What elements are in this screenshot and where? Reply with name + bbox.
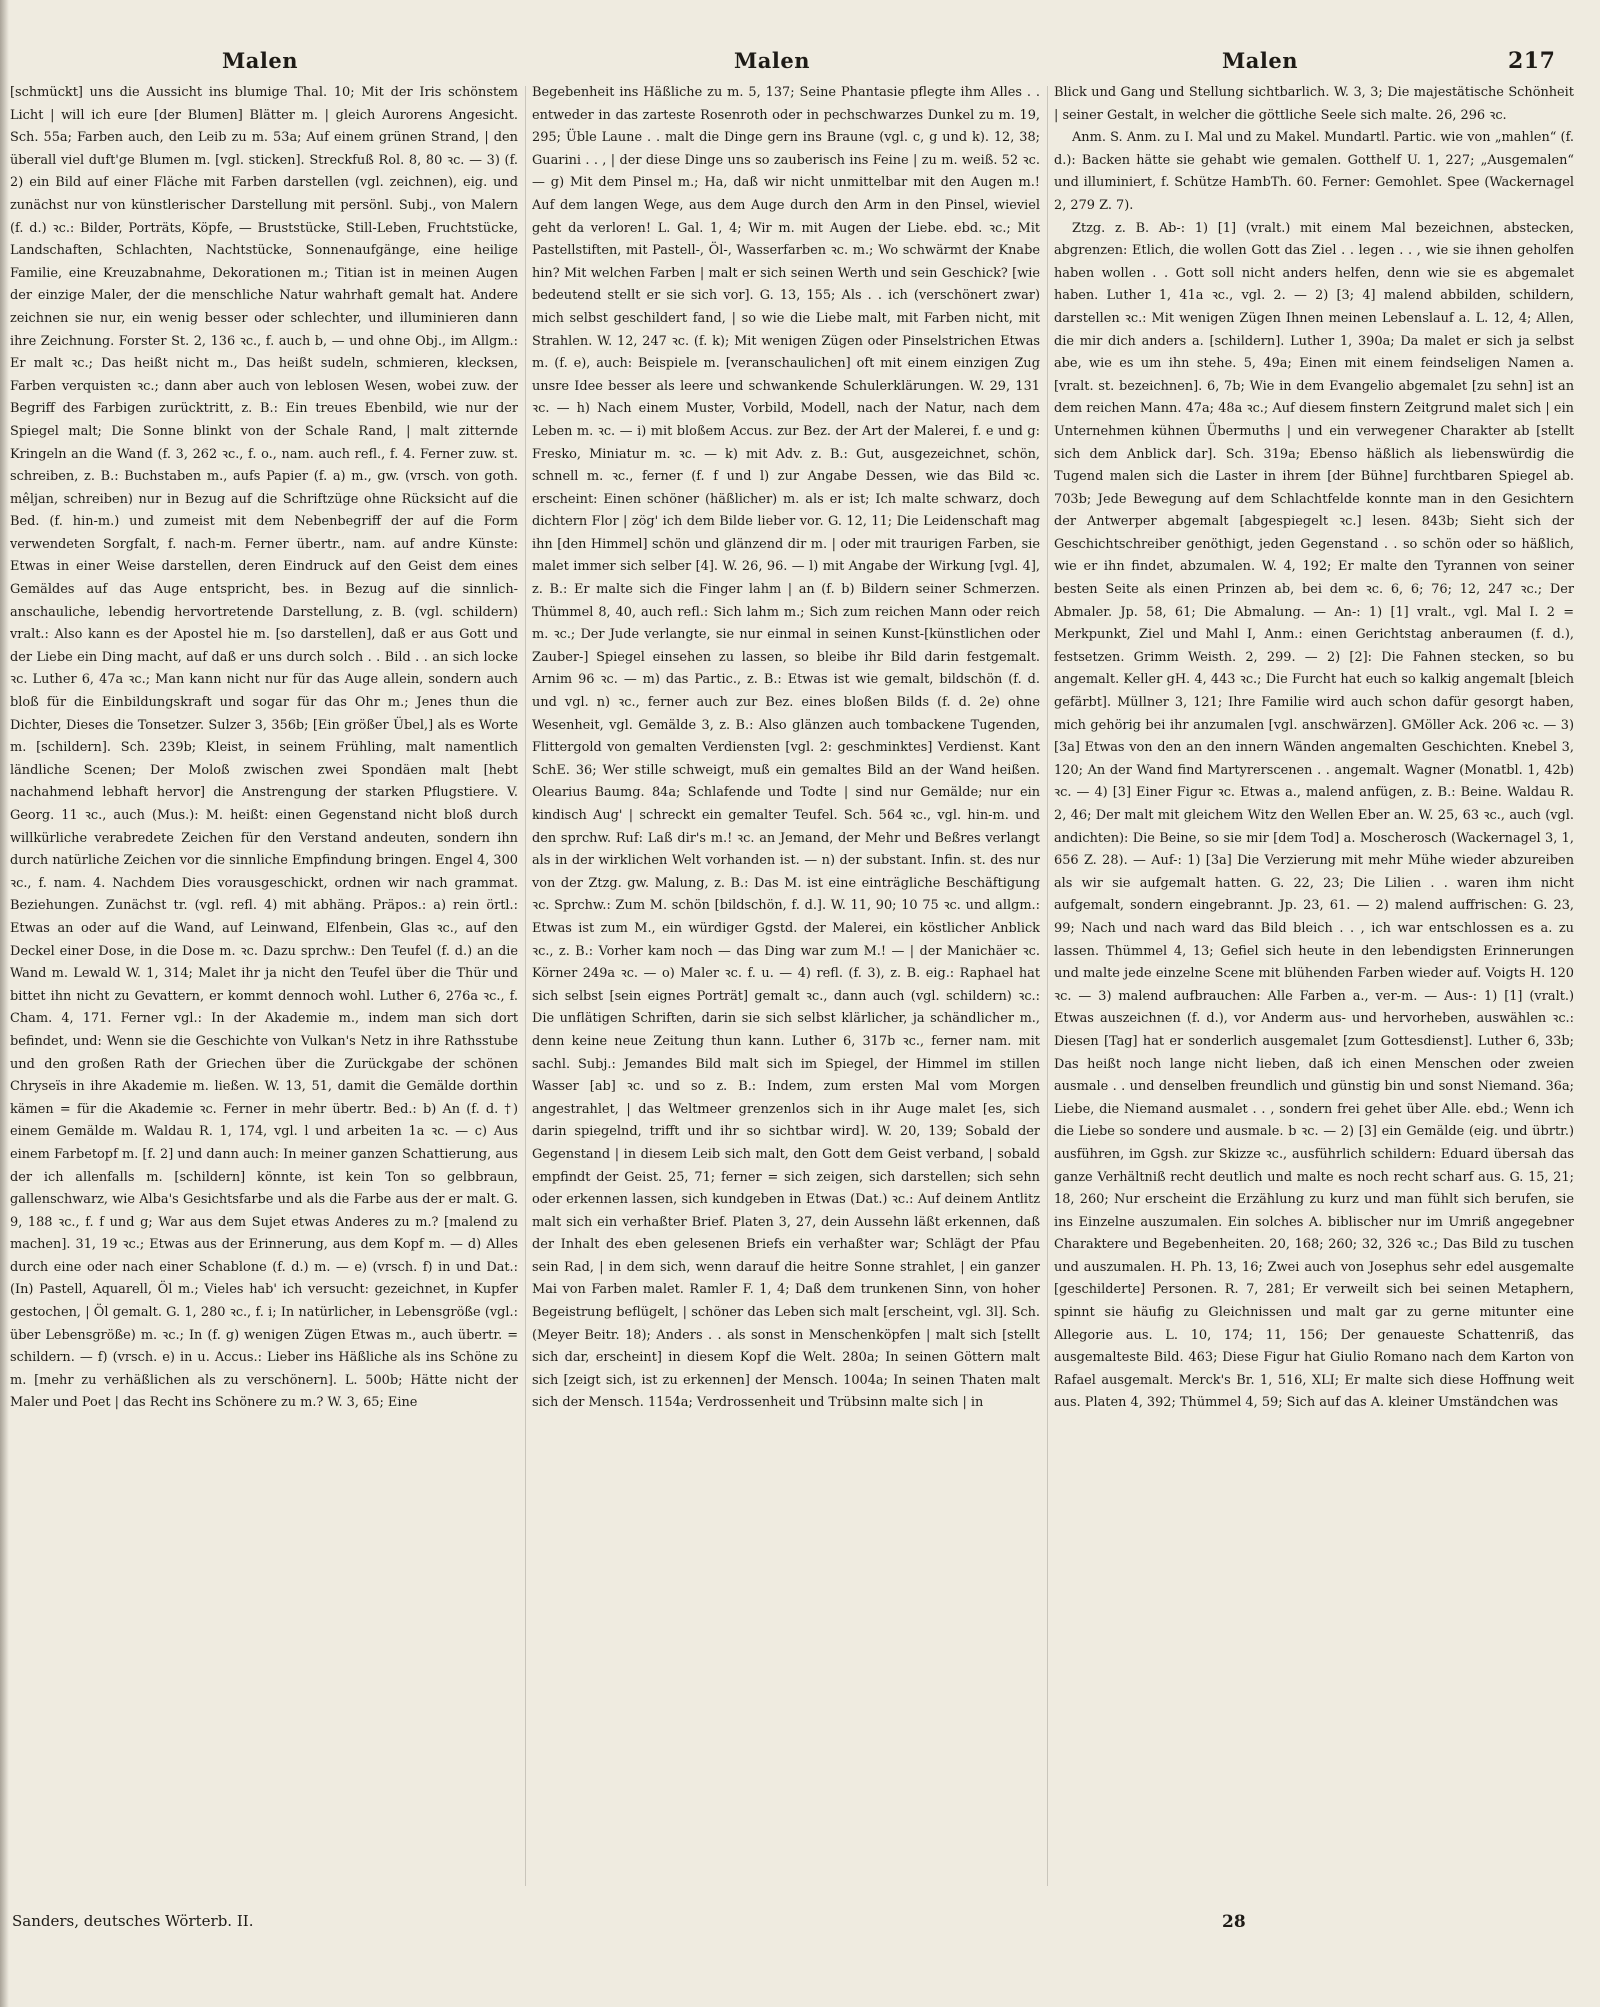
column-3 (1054, 82, 1574, 1902)
footer-source: Sanders, deutsches Wörterb. II. (12, 1912, 254, 1930)
column-3-paragraph-2: Anm. S. Anm. zu I. Mal und zu Makel. Mundartl. Partic. wie von „mahlen“ (f. d.): Backen hätte sie gehabt wie gemalen. Gotthelf U. 1, 227; „Ausgemalen“ und illuminiert, f. Schütze HambTh. 60. Ferner: Gemohlet. Spee (Wackernagel 2, 279 Z. 7). (1054, 130, 1574, 213)
text-columns (10, 82, 1595, 1902)
footer-signature: 28 (1222, 1912, 1246, 1932)
column-2-paragraph-1: Begebenheit ins Häßliche zu m. 5, 137; Seine Phantasie pflegte ihm Alles . . entweder in das zarteste Rosenroth oder in pechschwarzes Dunkel zu m. 19, 295; Üble Laune . . malt die Dinge gern ins Braune (vgl. c, g und k). 12, 38; Guarini . . , | der diese Dinge uns so zauberisch ins Feine | zu m. weiß. 52 ꝛc. — g) Mit dem Pinsel m.; Ha, daß wir nicht unmittelbar mit den Augen m.! Auf dem langen Wege, aus dem Auge durch den Arm in den Pinsel, wieviel geht da verloren! L. Gal. 1, 4; Wir m. mit Augen der Liebe. ebd. ꝛc.; Mit Pastellstiften, mit Pastell-, Öl-, Wasserfarben ꝛc. m.; Wo schwärmt der Knabe hin? Mit welchen Farben | malt er sich seinen Werth und sein Geschick? [wie bedeutend stellt er sie sich vor]. G. 13, 155; Als . . ich (verschönert zwar) mich selbst geschildert fand, | so wie die Liebe malt, mit Farben nicht, mit Strahlen. W. 12, 247 ꝛc. (f. k); Mit wenigen Zügen oder Pinselstrichen Etwas m. (f. e), auch: Beispiele m. [veranschaulichen] oft mit einem einzigen Zug unsre Idee besser als leere und schwankende Schulerklärungen. W. 29, 131 ꝛc. — h) Nach einem Muster, Vorbild, Modell, nach der Natur, nach dem Leben m. ꝛc. — i) mit bloßem Accus. zur Bez. der Art der Malerei, f. e und g: Fresko, Miniatur m. ꝛc. — k) mit Adv. z. B.: Gut, ausgezeichnet, schön, schnell m. ꝛc., ferner (f. f und l) zur Angabe Dessen, wie das Bild ꝛc. erscheint: Einen schöner (häßlicher) m. als er ist; Ich malte schwarz, doch dichtern Flor | zög' ich dem Bilde lieber vor. G. 12, 11; Die Leidenschaft mag ihn [den Himmel] schön und glänzend dir m. | oder mit traurigen Farben, sie malet immer sich selber [4]. W. 26, 96. — l) mit Angabe der Wirkung [vgl. 4], z. B.: Er malte sich die Finger lahm | an (f. b) Bildern seiner Schmerzen. Thümmel 8, 40, auch refl.: Sich lahm m.; Sich zum reichen Mann oder reich m. ꝛc.; Der Jude verlangte, sie nur einmal in seinen Kunst-[künstlichen oder Zauber-] Spiegel einsehen zu lassen, so bleibe ihr Bild darin festgemalt. Arnim 96 ꝛc. — m) das Partic., z. B.: Etwas ist wie gemalt, bildschön (f. d. und vgl. n) ꝛc., ferner auch zur Bez. eines bloßen Bilds (f. d. 2e) ohne Wesenheit, vgl. Gemälde 3, z. B.: Also glänzen auch tombackene Tugenden, Flittergold von gemalten Verdiensten [vgl. 2: geschminktes] Verdienst. Kant SchE. 36; Wer stille schweigt, muß ein gemaltes Bild an der Wand heißen. Olearius Baumg. 84a; Schlafende und Todte | sind nur Gemälde; nur ein kindisch Aug' | schreckt ein gemalter Teufel. Sch. 564 ꝛc., vgl. hin-m. und den sprchw. Ruf: Laß dir's m.! ꝛc. an Jemand, der Mehr und Beßres verlangt als in der wirklichen Welt vorhanden ist. — n) der substant. Infin. st. des nur von der Ztzg. gw. Malung, z. B.: Das M. ist eine einträgliche Beschäftigung ꝛc. Sprchw.: Zum M. schön [bildschön, f. d.]. W. 11, 90; 10 75 ꝛc. und allgm.: Etwas ist zum M., ein würdiger Ggstd. der Malerei, ein köstlicher Anblick ꝛc., z. B.: Vorher kam noch — das Ding war zum M.! — | der Manichäer ꝛc. Körner 249a ꝛc. — o) Maler ꝛc. f. u. — 4) refl. (f. 3), z. B. eig.: Raphael hat sich selbst [sein eignes Porträt] gemalt ꝛc., dann auch (vgl. schildern) ꝛc.: Die unflätigen Schriften, darin sie sich selbst klärlicher, ja schändlicher m., denn keine neue Zeitung thun kann. Luther 6, 317b ꝛc., ferner nam. mit sachl. Subj.: Jemandes Bild malt sich im Spiegel, der Himmel im stillen Wasser [ab] ꝛc. und so z. B.: Indem, zum ersten Mal vom Morgen angestrahlet, | das Weltmeer grenzenlos sich in ihr Auge malet [es, sich darin spiegelnd, trifft und ihr so sichtbar wird]. W. 20, 139; Sobald der Gegenstand | in diesem Leib sich malt, den Gott dem Geist verband, | sobald empfindt der Geist. 25, 71; ferner = sich zeigen, sich darstellen; sich sehn oder erkennen lassen, sich kundgeben in Etwas (Dat.) ꝛc.: Auf deinem Antlitz malt sich ein verhaßter Brief. Platen 3, 27, dein Aussehn läßt erkennen, daß der Inhalt des eben gelesenen Briefs ein verhaßter war; Schlägt der Pfau sein Rad, | in dem sich, wenn darauf die heitre Sonne strahlet, | ein ganzer Mai von Farben malet. Ramler F. 1, 4; Daß dem trunkenen Sinn, von hoher Begeistrung beflügelt, | schöner das Leben sich malt [erscheint, vgl. 3l]. Sch. (Meyer Beitr. 18); Anders . . als sonst in Menschenköpfen | malt sich [stellt sich dar, erscheint] in diesem Kopf die Welt. 280a; In seinen Göttern malt sich [zeigt sich, ist zu erkennen] der Mensch. 1004a; In seinen Thaten malt sich der Mensch. 1154a; Verdrossenheit und Trübsinn malte sich | in (532, 85, 1040, 1411)
header-right-keyword: Malen (1222, 48, 1298, 73)
header-center-keyword: Malen (734, 48, 810, 73)
running-head (0, 48, 1600, 82)
column-3-paragraph-3: Ztzg. z. B. Ab-: 1) [1] (vralt.) mit einem Mal bezeichnen, abstecken, abgrenzen: Etlich, die wollen Gott das Ziel . . legen . . , wie sie ihnen geholfen haben wollen . . Gott soll nicht anders helfen, denn wie sie es abgemalet haben. Luther 1, 41a ꝛc., vgl. 2. — 2) [3; 4] malend abbilden, schildern, darstellen ꝛc.: Mit wenigen Zügen Ihnen meinen Lebenslauf a. L. 12, 4; Allen, die mir dich anders a. [schildern]. Luther 1, 390a; Da malet er sich ja selbst abe, wie es um ihn stehe. 5, 49a; Einen mit einem feindseligen Namen a. [vralt. st. bezeichnen]. 6, 7b; Wie in dem Evangelio abgemalet [zu sehn] ist an dem reichen Mann. 47a; 48a ꝛc.; Auf diesem finstern Zeitgrund malet sich | ein Unternehmen kühnen Übermuths | und ein verwegener Charakter ab [stellt sich dem Anblick dar]. Sch. 319a; Ebenso häßlich als liebenswürdig die Tugend malen sich die Laster in ihrem [der Bühne] furchtbaren Spiegel ab. 703b; Jede Bewegung auf dem Schlachtfelde konnte man in den Gesichtern der Antwerper abgemalt [abgespiegelt ꝛc.] lesen. 843b; Sieht sich der Geschichtschreiber genöthigt, jeden Gegenstand . . so schön oder so häßlich, wie er ihn findet, abzumalen. W. 4, 192; Er malte den Tyrannen von seiner besten Seite als einen Prinzen ab, bei dem ꝛc. 6, 6; 76; 12, 247 ꝛc.; Der Abmaler. Jp. 58, 61; Die Abmalung. — An-: 1) [1] vralt., vgl. Mal I. 2 = Merkpunkt, Ziel und Mahl I, Anm.: einen Gerichtstag anberaumen (f. d.), festsetzen. Grimm Weisth. 2, 299. — 2) [2]: Die Fahnen stecken, so bu angemalt. Keller gH. 4, 443 ꝛc.; Die Furcht hat euch so kalkig angemalt [bleich gefärbt]. Müllner 3, 121; Ihre Familie wird auch schon dafür gesorgt haben, mich gehörig bei ihr anzumalen [vgl. anschwärzen]. GMöller Ack. 206 ꝛc. — 3) [3a] Etwas von den an den innern Wänden angemalten Geschichten. Knebel 3, 120; An der Wand find Martyrerscenen . . angemalt. Wagner (Monatbl. 1, 42b) ꝛc. — 4) [3] Einer Figur ꝛc. Etwas a., malend anfügen, z. B.: Beine. Waldau R. 2, 46; Der malt mit gleichem Witz den Wellen Eber an. W. 25, 63 ꝛc., auch (vgl. andichten): Die Beine, so sie mir [dem Tod] a. Moscherosch (Wackernagel 3, 1, 656 Z. 28). — Auf-: 1) [3a] Die Verzierung mit mehr Mühe wieder abzureiben als wir sie aufgemalt hatten. G. 22, 23; Die Lilien . . waren ihm nicht aufgemalt, sondern eingebrannt. Jp. 23, 61. — 2) malend auffrischen: G. 23, 99; Nach und nach ward das Bild bleich . . , ich war entschlossen es a. zu lassen. Thümmel 4, 13; Gefiel sich heute in den lebendigsten Erinnerungen und malte jede einzelne Scene mit blühenden Farben wieder auf. Voigts H. 120 ꝛc. — 3) malend aufbrauchen: Alle Farben a., ver-m. — Aus-: 1) [1] (vralt.) Etwas auszeichnen (f. d.), vor Anderm aus- und hervorheben, auswählen ꝛc.: Diesen [Tag] hat er sonderlich ausgemalet [zum Gottesdienst]. Luther 6, 33b; Das heißt noch lange nicht lieben, daß ich einen Menschen oder zweien ausmale . . und denselben freundlich und günstig bin und sonst Niemand. 36a; Liebe, die Niemand ausmalet . . , sondern frei gehet über Alle. ebd.; Wenn ich die Liebe so sondere und ausmale. b ꝛc. — 2) [3] ein Gemälde (eig. und übrtr.) ausführen, im Ggsh. zur Skizze ꝛc., ausführlich schildern: Eduard übersah das ganze Verhältniß recht deutlich und malte es noch recht scharf aus. G. 15, 21; 18, 260; Nur erscheint die Erzählung zu kurz und man fühlt sich berufen, sie ins Einzelne auszumalen. Ein solches A. biblischer nur im Umriß angegebner Charaktere und Begebenheiten. 20, 168; 260; 32, 326 ꝛc.; Das Bild zu tuschen und auszumalen. H. Ph. 13, 16; Zwei auch von Josephus sehr edel ausgemalte [geschilderte] Personen. R. 7, 281; Er verweilt sich bei seinen Metaphern, spinnt sie häufig zu Gleichnissen und malt gar zu gerne mitunter eine Allegorie aus. L. 10, 174; 11, 156; Der genaueste Schattenriß, das ausgemalteste Bild. 463; Diese Figur hat Giulio Romano nach dem Karton von Rafael ausgemalt. Merck's Br. 1, 516, XLI; Er malte sich diese Hoffnung weit aus. Platen 4, 392; Thümmel 4, 59; Sich auf das A. kleiner Umständchen was (1054, 220, 1574, 1411)
column-1-paragraph-1: [schmückt] uns die Aussicht ins blumige Thal. 10; Mit der Iris schönstem Licht | will ich eure [der Blumen] Blätter m. | gleich Aurorens Angesicht. Sch. 55a; Farben auch, den Leib zu m. 53a; Auf einem grünen Strand, | den überall viel duft'ge Blumen m. [vgl. sticken]. Streckfuß Rol. 8, 80 ꝛc. — 3) (f. 2) ein Bild auf einer Fläche mit Farben darstellen (vgl. zeichnen), eig. und zunächst nur von künstlerischer Darstellung mit persönl. Subj., von Malern (f. d.) ꝛc.: Bilder, Porträts, Köpfe, — Bruststücke, Still-Leben, Fruchtstücke, Landschaften, Schlachten, Nachtstücke, Sonnenaufgänge, eine heilige Familie, eine Kreuzabnahme, Dekorationen m.; Titian ist in meinen Augen der einzige Maler, der die menschliche Natur wahrhaft gemalt hat. Andere zeichnen sie nur, ein wenig besser oder schlechter, und illuminieren dann ihre Zeichnung. Forster St. 2, 136 ꝛc., f. auch b, — und ohne Obj., im Allgm.: Er malt ꝛc.; Das heißt nicht m., Das heißt sudeln, schmieren, klecksen, Farben verquisten ꝛc.; dann aber auch von leblosen Wesen, wobei zuw. der Begriff des Farbigen zurücktritt, z. B.: Ein treues Ebenbild, wie nur der Spiegel malt; Die Sonne blinkt von der Schale Rand, | malt zitternde Kringeln an die Wand (f. 3, 262 ꝛc., f. o., nam. auch refl., f. 4. Ferner zuw. st. schreiben, z. B.: Buchstaben m., aufs Papier (f. a) m., gw. (vrsch. von goth. mêljan, schreiben) nur in Bezug auf die Schriftzüge ohne Rücksicht auf die Bed. (f. hin-m.) und zumeist mit dem Nebenbegriff der auf die Form verwendeten Sorgfalt, f. nach-m. Ferner übertr., nam. auf andre Künste: Etwas in einer Weise darstellen, deren Eindruck auf den Geist dem eines Gemäldes auf das Auge entspricht, bes. in Bezug auf die sinnlich-anschauliche, lebendig hervortretende Darstellung, z. B. (vgl. schildern) vralt.: Also kann es der Apostel hie m. [so darstellen], daß er aus Gott und der Liebe ein Ding macht, auf daß er uns durch solch . . Bild . . an sich locke ꝛc. Luther 6, 47a ꝛc.; Man kann nicht nur für das Auge allein, sondern auch bloß für die Einbildungskraft und sogar für das Ohr m.; Jenes thun die Dichter, Dieses die Tonsetzer. Sulzer 3, 356b; [Ein größer Übel,] als es Worte m. [schildern]. Sch. 239b; Kleist, in seinem Frühling, malt namentlich ländliche Scenen; Der Moloß zwischen zwei Spondäen malt [hebt nachahmend lebhaft hervor] die Anstrengung der starken Pflugstiere. V. Georg. 11 ꝛc., auch (Mus.): M. heißt: einen Gegenstand nicht bloß durch willkürliche verabredete Zeichen für den Verstand andeuten, sondern ihn durch natürliche Zeichen vor die sinnliche Empfindung bringen. Engel 4, 300 ꝛc., f. nam. 4. Nachdem Dies vorausgeschickt, ordnen wir nach grammat. Beziehungen. Zunächst tr. (vgl. refl. 4) mit abhäng. Präpos.: a) rein örtl.: Etwas an oder auf die Wand, auf Leinwand, Elfenbein, Glas ꝛc., auf den Deckel einer Dose, in die Dose m. ꝛc. Dazu sprchw.: Den Teufel (f. d.) an die Wand m. Lewald W. 1, 314; Malet ihr ja nicht den Teufel über die Thür und bittet ihn nicht zu Gevattern, er kommt dennoch wohl. Luther 6, 276a ꝛc., f. Cham. 4, 171. Ferner vgl.: In der Akademie m., indem man sich dort befindet, und: Wenn sie die Geschichte von Vulkan's Netz in ihre Rathsstube und den großen Rath der Griechen über die Zurückgabe der schönen Chryseïs in ihre Akademie m. ließen. W. 13, 51, damit die Gemälde dorthin kämen = für die Akademie ꝛc. Ferner in mehr übertr. Bed.: b) An (f. d. †) einem Gemälde m. Waldau R. 1, 174, vgl. l und arbeiten 1a ꝛc. — c) Aus einem Farbetopf m. [f. 2] und dann auch: In meiner ganzen Schattierung, aus der ich allenfalls m. [schildern] könnte, ist kein Ton so gelbbraun, gallenschwarz, wie Alba's Gesichtsfarbe und als die Farbe aus der er malt. G. 9, 188 ꝛc., f. f und g; War aus dem Sujet etwas Anderes zu m.? [malend zu machen]. 31, 19 ꝛc.; Etwas aus der Erinnerung, aus dem Kopf m. — d) Alles durch eine oder nach einer Schablone (f. d.) m. — e) (vrsch. f) in und Dat.: (In) Pastell, Aquarell, Öl m.; Vieles hab' ich versucht: gezeichnet, in Kupfer gestochen, | Öl gemalt. G. 1, 280 ꝛc., f. i; In natürlicher, in Lebensgröße (vgl.: über Lebensgröße) m. ꝛc.; In (f. g) wenigen Zügen Etwas m., auch übertr. = schildern. — f) (vrsch. e) in u. Accus.: Lieber ins Häßliche als ins Schöne zu m. [mehr zu verhäßlichen als zu verschönern]. L. 500b; Hätte nicht der Maler und Poet | das Recht ins Schönere zu m.? W. 3, 65; Eine (10, 85, 518, 1411)
header-left-keyword: Malen (222, 48, 298, 73)
binding-shadow (0, 0, 9, 2007)
column-3-paragraph-1: Blick und Gang und Stellung sichtbarlich. W. 3, 3; Die majestätische Schönheit | seiner Gestalt, in welcher die göttliche Seele sich malte. 26, 296 ꝛc. (1054, 85, 1574, 123)
page-number: 217 (1508, 48, 1556, 74)
page-footer (0, 1912, 1600, 1952)
column-2 (532, 82, 1040, 1902)
column-1 (10, 82, 518, 1902)
